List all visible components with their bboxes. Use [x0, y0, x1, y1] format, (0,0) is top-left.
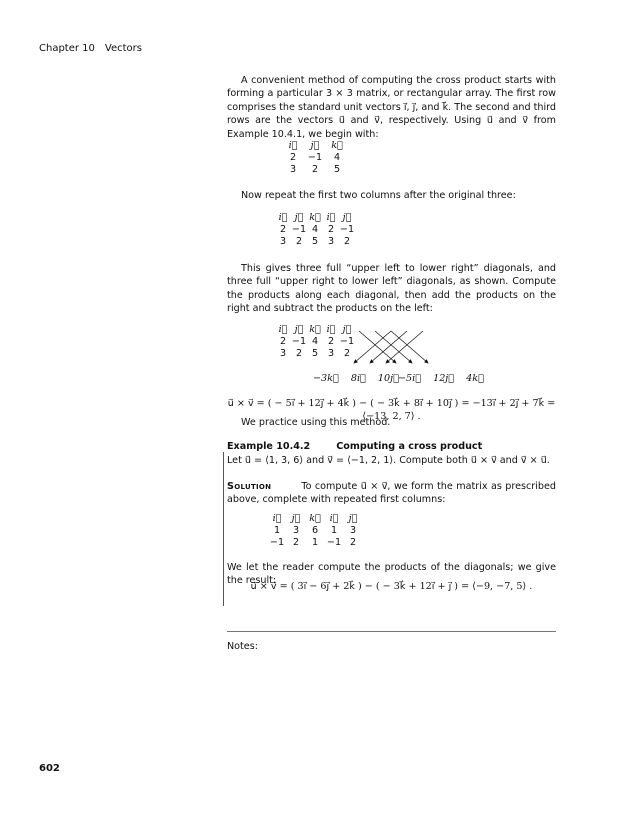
matrix-2-cell: 2: [295, 236, 303, 247]
example-matrix-cell: 1: [273, 525, 281, 536]
paragraph-diagonals-text: This gives three full “upper left to lower right” diagonals, and three full “upper right to lower left” diagonals, as shown. Compute the products along each diagonal, then add the products on the right and subtract the products on the left:: [227, 263, 556, 315]
matrix-3-cell: 2: [295, 348, 303, 359]
matrix-2-cell: 5: [311, 236, 319, 247]
example-matrix-cell: i⃗: [329, 513, 339, 524]
matrix-1-cell: k⃗: [331, 140, 343, 151]
matrix-3-cell: 4: [311, 336, 319, 347]
matrix-2-cell: k⃗: [309, 212, 321, 223]
matrix-1-cell: 4: [333, 152, 341, 163]
matrix-1-cell: j⃗: [310, 140, 320, 151]
matrix-2-cell: −1: [339, 224, 355, 235]
matrix-1-cell: 3: [289, 164, 297, 175]
diagonal-arrow-down-right: [391, 331, 428, 363]
example-matrix-cell: 2: [292, 537, 300, 548]
matrix-2-cell: 2: [343, 236, 351, 247]
matrix-1-cell: −1: [307, 152, 323, 163]
right-product: −5i⃗: [398, 373, 421, 384]
matrix-3-cell: 5: [311, 348, 319, 359]
matrix-3-cell: 2: [343, 348, 351, 359]
matrix-3-cell: i⃗: [278, 324, 288, 335]
matrix-3-cell: 3: [327, 348, 335, 359]
matrix-3-cell: j⃗: [342, 324, 352, 335]
example-equation: u⃗ × v⃗ = ( 3i⃗ − 6j⃗ + 2k⃗ ) − ( − 3k⃗ + 12i⃗ + j⃗ ) = ⟨−9, −7, 5⟩ .: [250, 581, 533, 592]
example-matrix-cell: j⃗: [291, 513, 301, 524]
left-product: −3k⃗: [313, 373, 339, 384]
matrix-1-cell: 5: [333, 164, 341, 175]
matrix-3-cell: i⃗: [326, 324, 336, 335]
example-matrix-cell: i⃗: [272, 513, 282, 524]
matrix-1-cell: i⃗: [288, 140, 298, 151]
example-matrix-cell: k⃗: [309, 513, 321, 524]
matrix-1-cell: 2: [311, 164, 319, 175]
diagonal-arrow-down-right: [359, 331, 396, 363]
solution-text: To compute u⃗ × v⃗, we form the matrix as prescribed above, complete with repeated first columns:: [227, 481, 556, 506]
matrix-2-cell: 3: [327, 236, 335, 247]
example-solution: [227, 480, 556, 507]
left-product: 8i⃗: [350, 373, 366, 384]
example-matrix: [0, 513, 630, 549]
example-matrix-cell: 2: [349, 537, 357, 548]
example-matrix-cell: −1: [326, 537, 342, 548]
diagonal-arrow-down-left: [386, 331, 423, 363]
matrix-2-cell: i⃗: [278, 212, 288, 223]
matrix-2-cell: −1: [291, 224, 307, 235]
matrix-2-cell: j⃗: [294, 212, 304, 223]
chapter-label: Chapter 10: [39, 43, 95, 54]
right-product: 12j⃗: [433, 373, 455, 384]
matrix-3-cell: 2: [327, 336, 335, 347]
paragraph-intro-text: A convenient method of computing the cross product starts with forming a particular 3 × 3 matrix, or rectangular array. The first row comprises the standard unit vectors i⃗, j⃗, and k⃗. The second and third rows are the vectors u⃗ and v⃗, respectively. Using u⃗ and v⃗ from Example 10.4.1, we begin with:: [227, 75, 556, 140]
matrix-3-cell: j⃗: [294, 324, 304, 335]
diagonal-arrow-down-left: [370, 331, 407, 363]
matrix-2-cell: 2: [327, 224, 335, 235]
matrix-2-cell: i⃗: [326, 212, 336, 223]
diagonal-arrow-down-right: [375, 331, 412, 363]
page-number: 602: [39, 763, 60, 774]
matrix-3-cell: 2: [279, 336, 287, 347]
cross-product-equation: u⃗ × v⃗ = ( − 5i⃗ + 12j⃗ + 4k⃗ ) − ( − 3k⃗ + 8i⃗ + 10j⃗ ) = −13i⃗ + 2j⃗ + 7k⃗ = ⟨−13, 2, 7⟩ .: [227, 398, 556, 423]
notes-rule: [227, 631, 556, 632]
right-products: [398, 372, 484, 385]
notes-label: Notes:: [227, 641, 258, 652]
paragraph-practice: [227, 416, 556, 429]
chapter-title: Vectors: [104, 43, 142, 54]
paragraph-repeat-text: Now repeat the first two columns after the original three:: [241, 190, 516, 201]
example-matrix-cell: 3: [292, 525, 300, 536]
example-label: Example 10.4.2: [227, 441, 311, 452]
example-matrix-cell: −1: [269, 537, 285, 548]
left-products: [313, 372, 399, 385]
matrix-3-cell: −1: [339, 336, 355, 347]
matrix-3-cell: k⃗: [309, 324, 321, 335]
matrix-3-cell: −1: [291, 336, 307, 347]
matrix-2-cell: j⃗: [342, 212, 352, 223]
example-matrix-cell: 6: [311, 525, 319, 536]
left-product: 10j⃗: [377, 373, 399, 384]
example-matrix-table: [268, 513, 363, 549]
example-matrix-cell: 1: [330, 525, 338, 536]
example-title: Computing a cross product: [336, 441, 483, 452]
diagonal-arrow-down-left: [354, 331, 391, 363]
matrix-2-cell: 2: [279, 224, 287, 235]
example-matrix-cell: j⃗: [348, 513, 358, 524]
paragraph-practice-text: We practice using this method.: [241, 417, 391, 428]
matrix-2-cell: 3: [279, 236, 287, 247]
right-product: 4k⃗: [466, 373, 484, 384]
matrix-3-cell: 3: [279, 348, 287, 359]
matrix-2-cell: 4: [311, 224, 319, 235]
example-result-text: We let the reader compute the products of the diagonals; we give the result:: [227, 562, 556, 587]
example-statement: Let u⃗ = ⟨1, 3, 6⟩ and v⃗ = ⟨−1, 2, 1⟩. Compute both u⃗ × v⃗ and v⃗ × u⃗.: [227, 455, 550, 466]
matrix-1-cell: 2: [289, 152, 297, 163]
solution-label: Solution: [227, 481, 272, 492]
example-matrix-cell: 1: [311, 537, 319, 548]
example-heading: [227, 440, 482, 453]
example-matrix-cell: 3: [349, 525, 357, 536]
